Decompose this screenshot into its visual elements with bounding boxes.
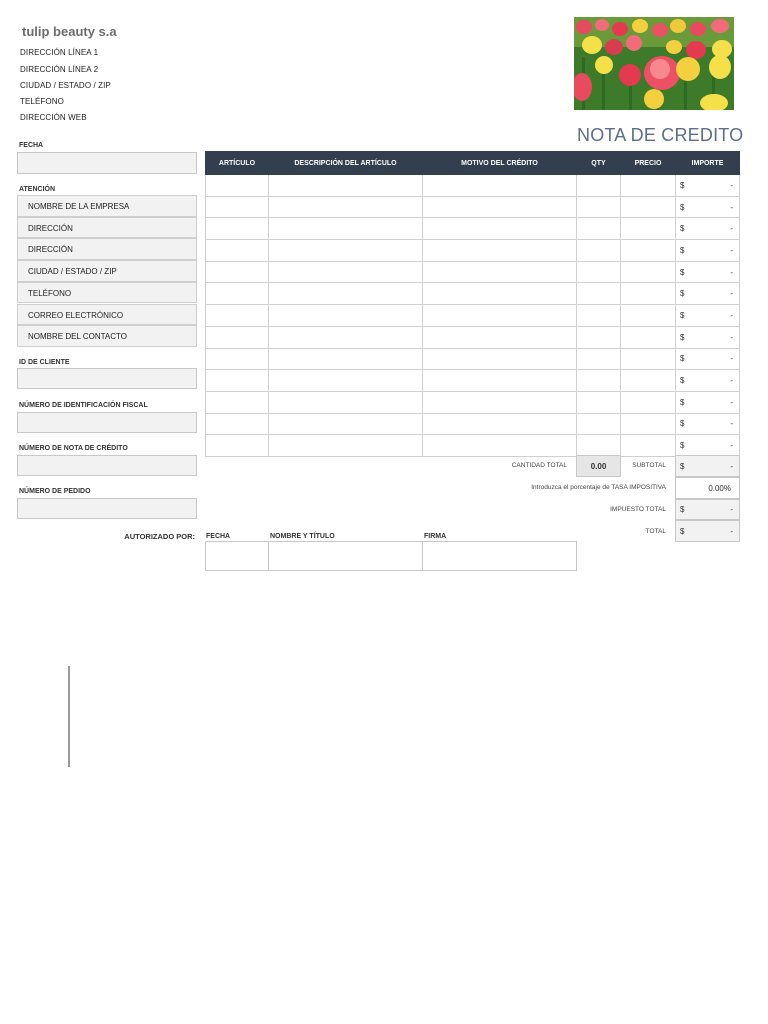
total-amount: - bbox=[730, 526, 733, 536]
table-row bbox=[206, 175, 740, 197]
importe-currency: $ bbox=[680, 224, 685, 234]
cliente-input[interactable] bbox=[17, 368, 197, 389]
importe-amount: - bbox=[730, 267, 733, 277]
motivo-cell[interactable] bbox=[423, 326, 577, 348]
table-row bbox=[206, 326, 740, 348]
articulo-cell[interactable] bbox=[206, 175, 269, 197]
text-cursor-bar bbox=[68, 666, 70, 767]
motivo-cell[interactable] bbox=[423, 240, 577, 262]
importe-currency: $ bbox=[680, 441, 685, 451]
telefono-field[interactable]: TELÉFONO bbox=[17, 282, 197, 304]
fiscal-label: NÚMERO DE IDENTIFICACIÓN FISCAL bbox=[19, 402, 148, 409]
fiscal-input[interactable] bbox=[17, 412, 197, 433]
importe-cell bbox=[676, 218, 740, 240]
precio-cell[interactable] bbox=[621, 261, 676, 283]
descripcion-cell[interactable] bbox=[269, 196, 423, 218]
impuesto-currency: $ bbox=[680, 505, 685, 514]
importe-amount: - bbox=[730, 419, 733, 429]
fecha-input[interactable] bbox=[17, 152, 197, 174]
autorizado-label: AUTORIZADO POR: bbox=[124, 532, 195, 541]
descripcion-cell[interactable] bbox=[269, 261, 423, 283]
total-currency: $ bbox=[680, 526, 685, 536]
articulo-cell[interactable] bbox=[206, 305, 269, 327]
table-header-row bbox=[206, 152, 740, 175]
importe-currency: $ bbox=[680, 245, 685, 255]
header-descripcion: DESCRIPCIÓN DEL ARTÍCULO bbox=[269, 152, 423, 175]
importe-currency: $ bbox=[680, 180, 685, 190]
motivo-cell[interactable] bbox=[423, 370, 577, 392]
importe-currency: $ bbox=[680, 332, 685, 342]
articulo-cell[interactable] bbox=[206, 348, 269, 370]
descripcion-cell[interactable] bbox=[269, 218, 423, 240]
importe-amount: - bbox=[730, 310, 733, 320]
cantidad-total-value: 0.00 bbox=[576, 455, 621, 477]
auth-nombre-label: NOMBRE Y TÍTULO bbox=[270, 533, 335, 540]
table-row bbox=[206, 413, 740, 435]
motivo-cell[interactable] bbox=[423, 175, 577, 197]
descripcion-cell[interactable] bbox=[269, 283, 423, 305]
subtotal-label: SUBTOTAL bbox=[632, 462, 666, 469]
importe-cell bbox=[676, 435, 740, 457]
cliente-label: ID DE CLIENTE bbox=[19, 359, 70, 366]
articulo-cell[interactable] bbox=[206, 218, 269, 240]
descripcion-cell[interactable] bbox=[269, 240, 423, 262]
tax-rate-input[interactable]: 0.00% bbox=[675, 477, 740, 499]
table-row bbox=[206, 391, 740, 413]
total-label: TOTAL bbox=[645, 528, 666, 535]
company-website: DIRECCIÓN WEB bbox=[20, 113, 87, 122]
articulo-cell[interactable] bbox=[206, 240, 269, 262]
subtotal-value bbox=[675, 455, 740, 477]
auth-fecha-input[interactable] bbox=[205, 541, 269, 571]
motivo-cell[interactable] bbox=[423, 261, 577, 283]
items-table bbox=[205, 151, 740, 457]
importe-cell bbox=[676, 196, 740, 218]
auth-fecha-label: FECHA bbox=[206, 533, 231, 540]
table-row bbox=[206, 240, 740, 262]
precio-cell[interactable] bbox=[621, 283, 676, 305]
importe-amount: - bbox=[730, 245, 733, 255]
importe-cell bbox=[676, 413, 740, 435]
empresa-field[interactable]: NOMBRE DE LA EMPRESA bbox=[17, 195, 197, 217]
precio-cell[interactable] bbox=[621, 196, 676, 218]
impuesto-amount: - bbox=[730, 505, 733, 514]
importe-cell bbox=[676, 261, 740, 283]
articulo-cell[interactable] bbox=[206, 413, 269, 435]
auth-firma-input[interactable] bbox=[422, 541, 577, 571]
table-row bbox=[206, 370, 740, 392]
precio-cell[interactable] bbox=[621, 348, 676, 370]
importe-cell bbox=[676, 175, 740, 197]
importe-cell bbox=[676, 283, 740, 305]
auth-firma-label: FIRMA bbox=[424, 533, 447, 540]
total-value bbox=[675, 520, 740, 542]
pedido-input[interactable] bbox=[17, 498, 197, 519]
precio-cell[interactable] bbox=[621, 391, 676, 413]
impuesto-total-value bbox=[675, 499, 740, 520]
cantidad-total-label: CANTIDAD TOTAL bbox=[511, 462, 567, 469]
ciudad-field[interactable]: CIUDAD / ESTADO / ZIP bbox=[17, 260, 197, 282]
company-name: tulip beauty s.a bbox=[22, 24, 117, 39]
precio-cell[interactable] bbox=[621, 435, 676, 457]
qty-cell[interactable] bbox=[577, 218, 621, 240]
qty-cell[interactable] bbox=[577, 283, 621, 305]
motivo-cell[interactable] bbox=[423, 305, 577, 327]
articulo-cell[interactable] bbox=[206, 283, 269, 305]
company-address-line-1: DIRECCIÓN LÍNEA 1 bbox=[20, 48, 99, 57]
subtotal-currency: $ bbox=[680, 461, 685, 471]
contacto-field[interactable]: NOMBRE DEL CONTACTO bbox=[17, 325, 197, 347]
precio-cell[interactable] bbox=[621, 370, 676, 392]
importe-currency: $ bbox=[680, 419, 685, 429]
importe-amount: - bbox=[730, 354, 733, 364]
direccion-field-2[interactable]: DIRECCIÓN bbox=[17, 238, 197, 260]
descripcion-cell[interactable] bbox=[269, 370, 423, 392]
importe-amount: - bbox=[730, 376, 733, 386]
precio-cell[interactable] bbox=[621, 240, 676, 262]
header-importe: IMPORTE bbox=[676, 152, 740, 175]
importe-amount: - bbox=[730, 441, 733, 451]
precio-cell[interactable] bbox=[621, 413, 676, 435]
articulo-cell[interactable] bbox=[206, 196, 269, 218]
table-row bbox=[206, 435, 740, 457]
qty-cell[interactable] bbox=[577, 435, 621, 457]
subtotal-amount: - bbox=[730, 461, 733, 471]
precio-cell[interactable] bbox=[621, 326, 676, 348]
importe-amount: - bbox=[730, 224, 733, 234]
motivo-cell[interactable] bbox=[423, 413, 577, 435]
importe-amount: - bbox=[730, 332, 733, 342]
nota-label: NÚMERO DE NOTA DE CRÉDITO bbox=[19, 445, 128, 452]
descripcion-cell[interactable] bbox=[269, 435, 423, 457]
table-row bbox=[206, 283, 740, 305]
motivo-cell[interactable] bbox=[423, 435, 577, 457]
auth-nombre-input[interactable] bbox=[268, 541, 423, 571]
table-row bbox=[206, 218, 740, 240]
impuesto-total-label: IMPUESTO TOTAL bbox=[610, 506, 666, 513]
motivo-cell[interactable] bbox=[423, 283, 577, 305]
table-row bbox=[206, 196, 740, 218]
importe-currency: $ bbox=[680, 289, 685, 299]
qty-cell[interactable] bbox=[577, 261, 621, 283]
tulip-photo bbox=[574, 17, 734, 110]
importe-currency: $ bbox=[680, 397, 685, 407]
qty-cell[interactable] bbox=[577, 391, 621, 413]
header-motivo: MOTIVO DEL CRÉDITO bbox=[423, 152, 577, 175]
qty-cell[interactable] bbox=[577, 370, 621, 392]
importe-cell bbox=[676, 326, 740, 348]
company-address-line-2: DIRECCIÓN LÍNEA 2 bbox=[20, 65, 99, 74]
articulo-cell[interactable] bbox=[206, 391, 269, 413]
importe-amount: - bbox=[730, 202, 733, 212]
qty-cell[interactable] bbox=[577, 305, 621, 327]
motivo-cell[interactable] bbox=[423, 391, 577, 413]
articulo-cell[interactable] bbox=[206, 326, 269, 348]
importe-amount: - bbox=[730, 180, 733, 190]
motivo-cell[interactable] bbox=[423, 218, 577, 240]
qty-cell[interactable] bbox=[577, 348, 621, 370]
importe-currency: $ bbox=[680, 354, 685, 364]
importe-currency: $ bbox=[680, 202, 685, 212]
atencion-label: ATENCIÓN bbox=[19, 186, 56, 193]
articulo-cell[interactable] bbox=[206, 261, 269, 283]
descripcion-cell[interactable] bbox=[269, 413, 423, 435]
nota-input[interactable] bbox=[17, 455, 197, 476]
direccion-field-1[interactable]: DIRECCIÓN bbox=[17, 217, 197, 239]
motivo-cell[interactable] bbox=[423, 196, 577, 218]
importe-amount: - bbox=[730, 289, 733, 299]
qty-cell[interactable] bbox=[577, 196, 621, 218]
pedido-label: NÚMERO DE PEDIDO bbox=[19, 488, 91, 495]
precio-cell[interactable] bbox=[621, 175, 676, 197]
importe-currency: $ bbox=[680, 376, 685, 386]
importe-cell bbox=[676, 305, 740, 327]
importe-amount: - bbox=[730, 397, 733, 407]
descripcion-cell[interactable] bbox=[269, 305, 423, 327]
qty-cell[interactable] bbox=[577, 413, 621, 435]
company-city-state-zip: CIUDAD / ESTADO / ZIP bbox=[20, 81, 111, 90]
table-row bbox=[206, 348, 740, 370]
articulo-cell[interactable] bbox=[206, 435, 269, 457]
qty-cell[interactable] bbox=[577, 326, 621, 348]
qty-cell[interactable] bbox=[577, 175, 621, 197]
descripcion-cell[interactable] bbox=[269, 326, 423, 348]
motivo-cell[interactable] bbox=[423, 348, 577, 370]
qty-cell[interactable] bbox=[577, 240, 621, 262]
importe-cell bbox=[676, 348, 740, 370]
header-articulo: ARTÍCULO bbox=[206, 152, 269, 175]
table-row bbox=[206, 305, 740, 327]
header-precio: PRECIO bbox=[621, 152, 676, 175]
importe-cell bbox=[676, 240, 740, 262]
importe-cell bbox=[676, 370, 740, 392]
importe-cell bbox=[676, 391, 740, 413]
importe-currency: $ bbox=[680, 310, 685, 320]
descripcion-cell[interactable] bbox=[269, 175, 423, 197]
precio-cell[interactable] bbox=[621, 305, 676, 327]
document-title: NOTA DE CREDITO bbox=[577, 125, 744, 145]
header-qty: QTY bbox=[577, 152, 621, 175]
importe-currency: $ bbox=[680, 267, 685, 277]
descripcion-cell[interactable] bbox=[269, 348, 423, 370]
precio-cell[interactable] bbox=[621, 218, 676, 240]
table-row bbox=[206, 261, 740, 283]
company-phone: TELÉFONO bbox=[20, 97, 64, 106]
fecha-label: FECHA bbox=[19, 142, 44, 149]
tax-rate-label: Introduzca el porcentaje de TASA IMPOSITIVA bbox=[531, 484, 666, 491]
descripcion-cell[interactable] bbox=[269, 391, 423, 413]
articulo-cell[interactable] bbox=[206, 370, 269, 392]
correo-field[interactable]: CORREO ELECTRÓNICO bbox=[17, 304, 197, 326]
